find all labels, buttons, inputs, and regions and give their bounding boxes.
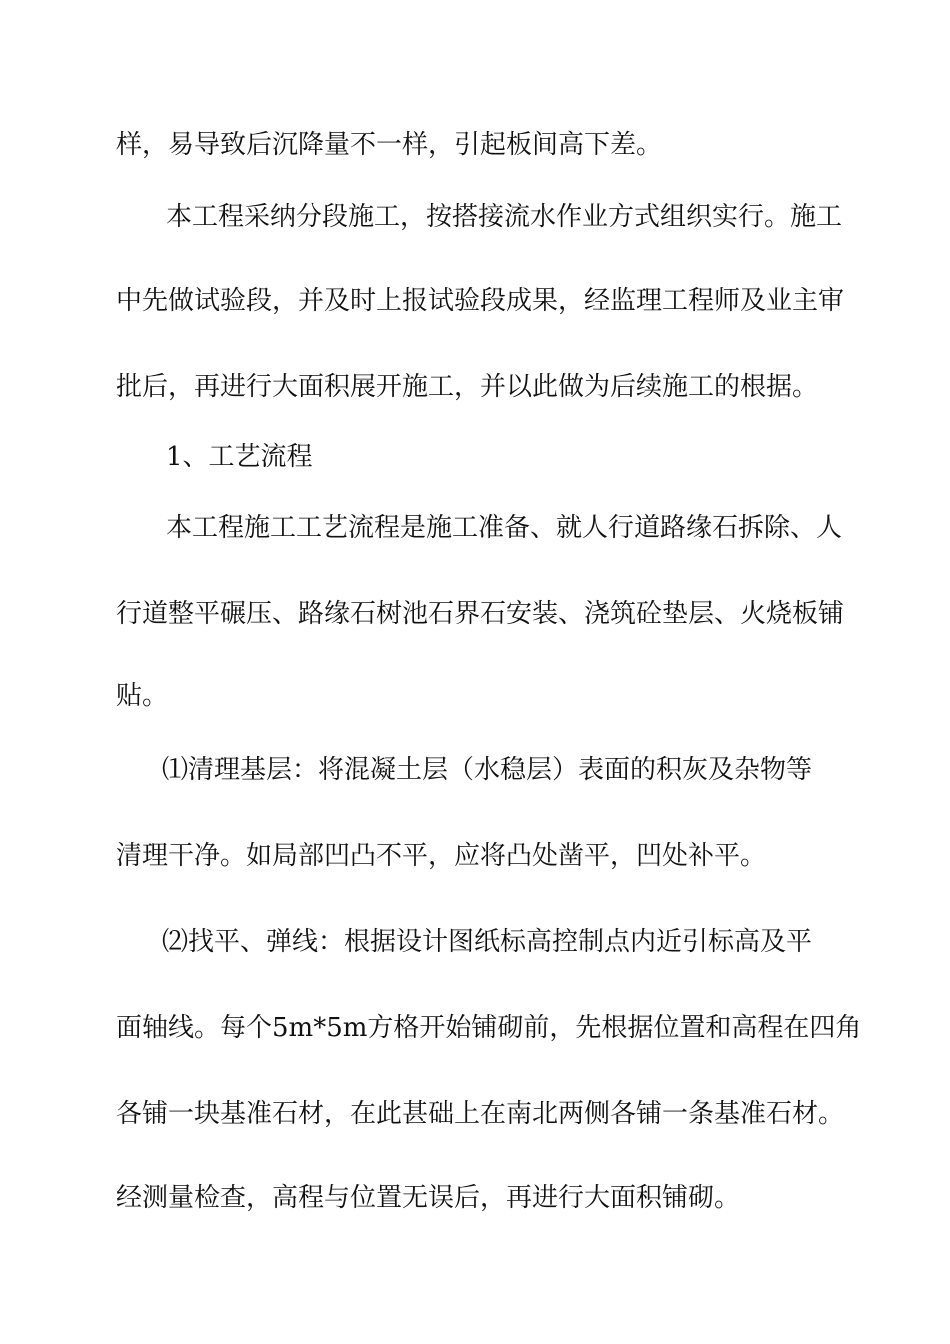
text-line-12: 面轴线。每个5m*5m方格开始铺砌前，先根据位置和高程在四角 bbox=[116, 1013, 862, 1043]
text-line-10: 清理干净。如局部凹凸不平，应将凸处凿平，凹处补平。 bbox=[116, 841, 767, 871]
text-line-8: 贴。 bbox=[116, 681, 169, 711]
text-line-14: 经测量检查，高程与位置无误后，再进行大面积铺砌。 bbox=[116, 1183, 741, 1213]
text-line-9: ⑴清理基层：将混凝土层（水稳层）表面的积灰及杂物等 bbox=[162, 755, 813, 785]
text-line-3: 中先做试验段，并及时上报试验段成果，经监理工程师及业主审 bbox=[116, 286, 845, 316]
text-line-4: 批后，再进行大面积展开施工，并以此做为后续施工的根据。 bbox=[116, 372, 819, 402]
section-heading: 1、工艺流程 bbox=[166, 442, 313, 472]
text-line-13: 各铺一块基准石材，在此甚础上在南北两侧各铺一条基准石材。 bbox=[116, 1099, 845, 1129]
text-line-6: 本工程施工工艺流程是施工准备、就人行道路缘石拆除、人 bbox=[166, 513, 843, 543]
text-line-1: 样，易导致后沉降量不一样，引起板间高下差。 bbox=[116, 130, 663, 160]
text-line-7: 行道整平碾压、路缘石树池石界石安装、浇筑砼垫层、火烧板铺 bbox=[116, 599, 845, 629]
text-line-2: 本工程采纳分段施工，按搭接流水作业方式组织实行。施工 bbox=[166, 202, 843, 232]
text-line-11: ⑵找平、弹线：根据设计图纸标高控制点内近引标高及平 bbox=[162, 927, 813, 957]
